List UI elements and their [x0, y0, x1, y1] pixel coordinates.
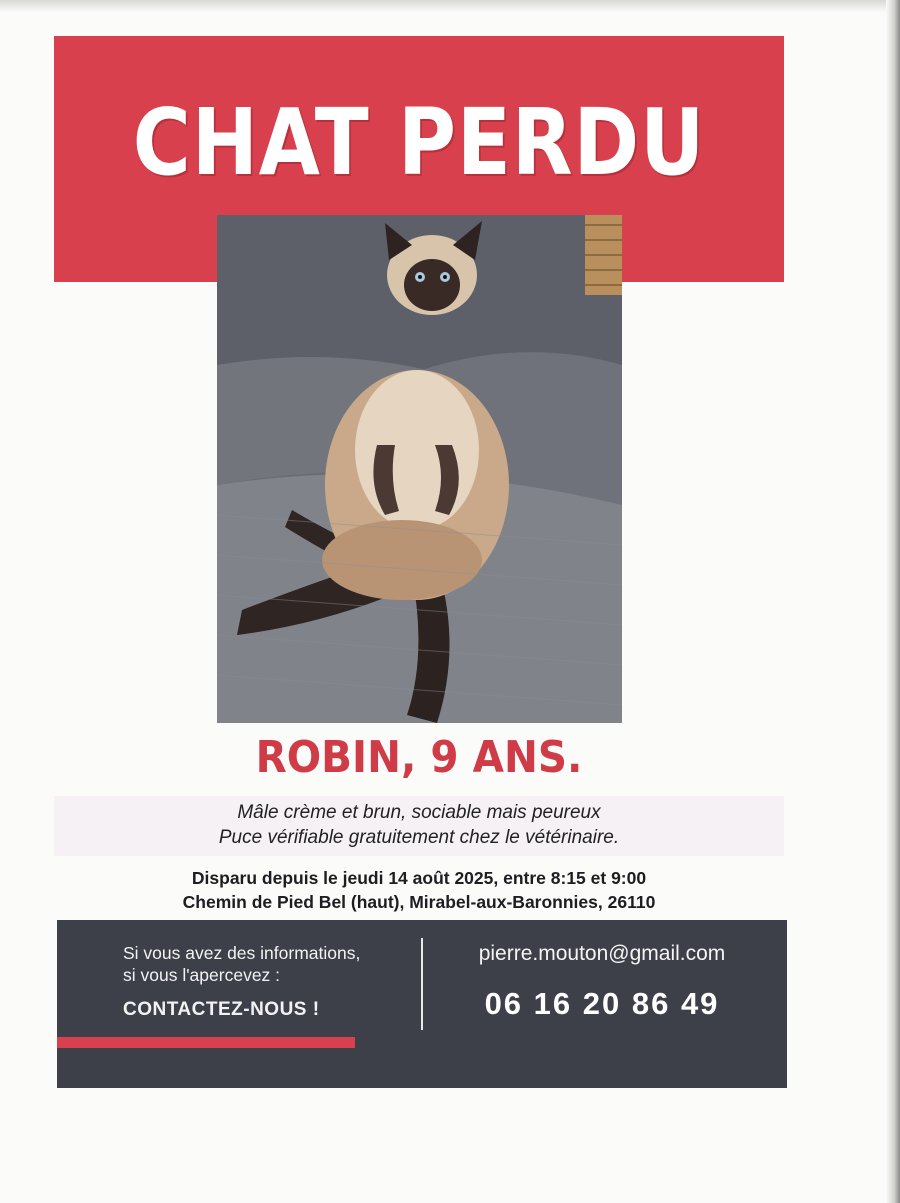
scan-edge-top: [0, 0, 900, 12]
contact-ask-line: si vous l'apercevez :: [123, 965, 281, 985]
contact-email[interactable]: pierre.mouton@gmail.com: [478, 942, 726, 965]
contact-divider: [421, 938, 423, 1030]
contact-panel: [57, 920, 787, 1088]
cat-description: [54, 800, 784, 850]
scan-edge-right: [886, 0, 900, 1203]
contact-phone[interactable]: 06 16 20 86 49: [484, 986, 720, 1021]
cat-name-age: ROBIN, 9 ANS.: [255, 732, 583, 783]
cat-photo-illustration: [217, 215, 622, 723]
cat-photo: [217, 215, 622, 723]
disappearance-date: Disparu depuis le jeudi 14 août 2025, entre 8:15 et 9:00: [191, 868, 647, 888]
contact-prompt: [123, 942, 403, 1021]
contact-ask-line: Si vous avez des informations,: [123, 943, 361, 963]
poster-title: CHAT PERDU: [132, 89, 706, 196]
description-line: Puce vérifiable gratuitement chez le vétérinaire.: [218, 827, 620, 848]
description-line: Mâle crème et brun, sociable mais peureux: [237, 802, 601, 823]
red-accent-line: [57, 1037, 355, 1048]
contact-cta: CONTACTEZ-NOUS !: [123, 999, 320, 1020]
disappearance-details: [54, 866, 784, 914]
disappearance-location: Chemin de Pied Bel (haut), Mirabel-aux-Baronnies, 26110: [182, 892, 656, 912]
